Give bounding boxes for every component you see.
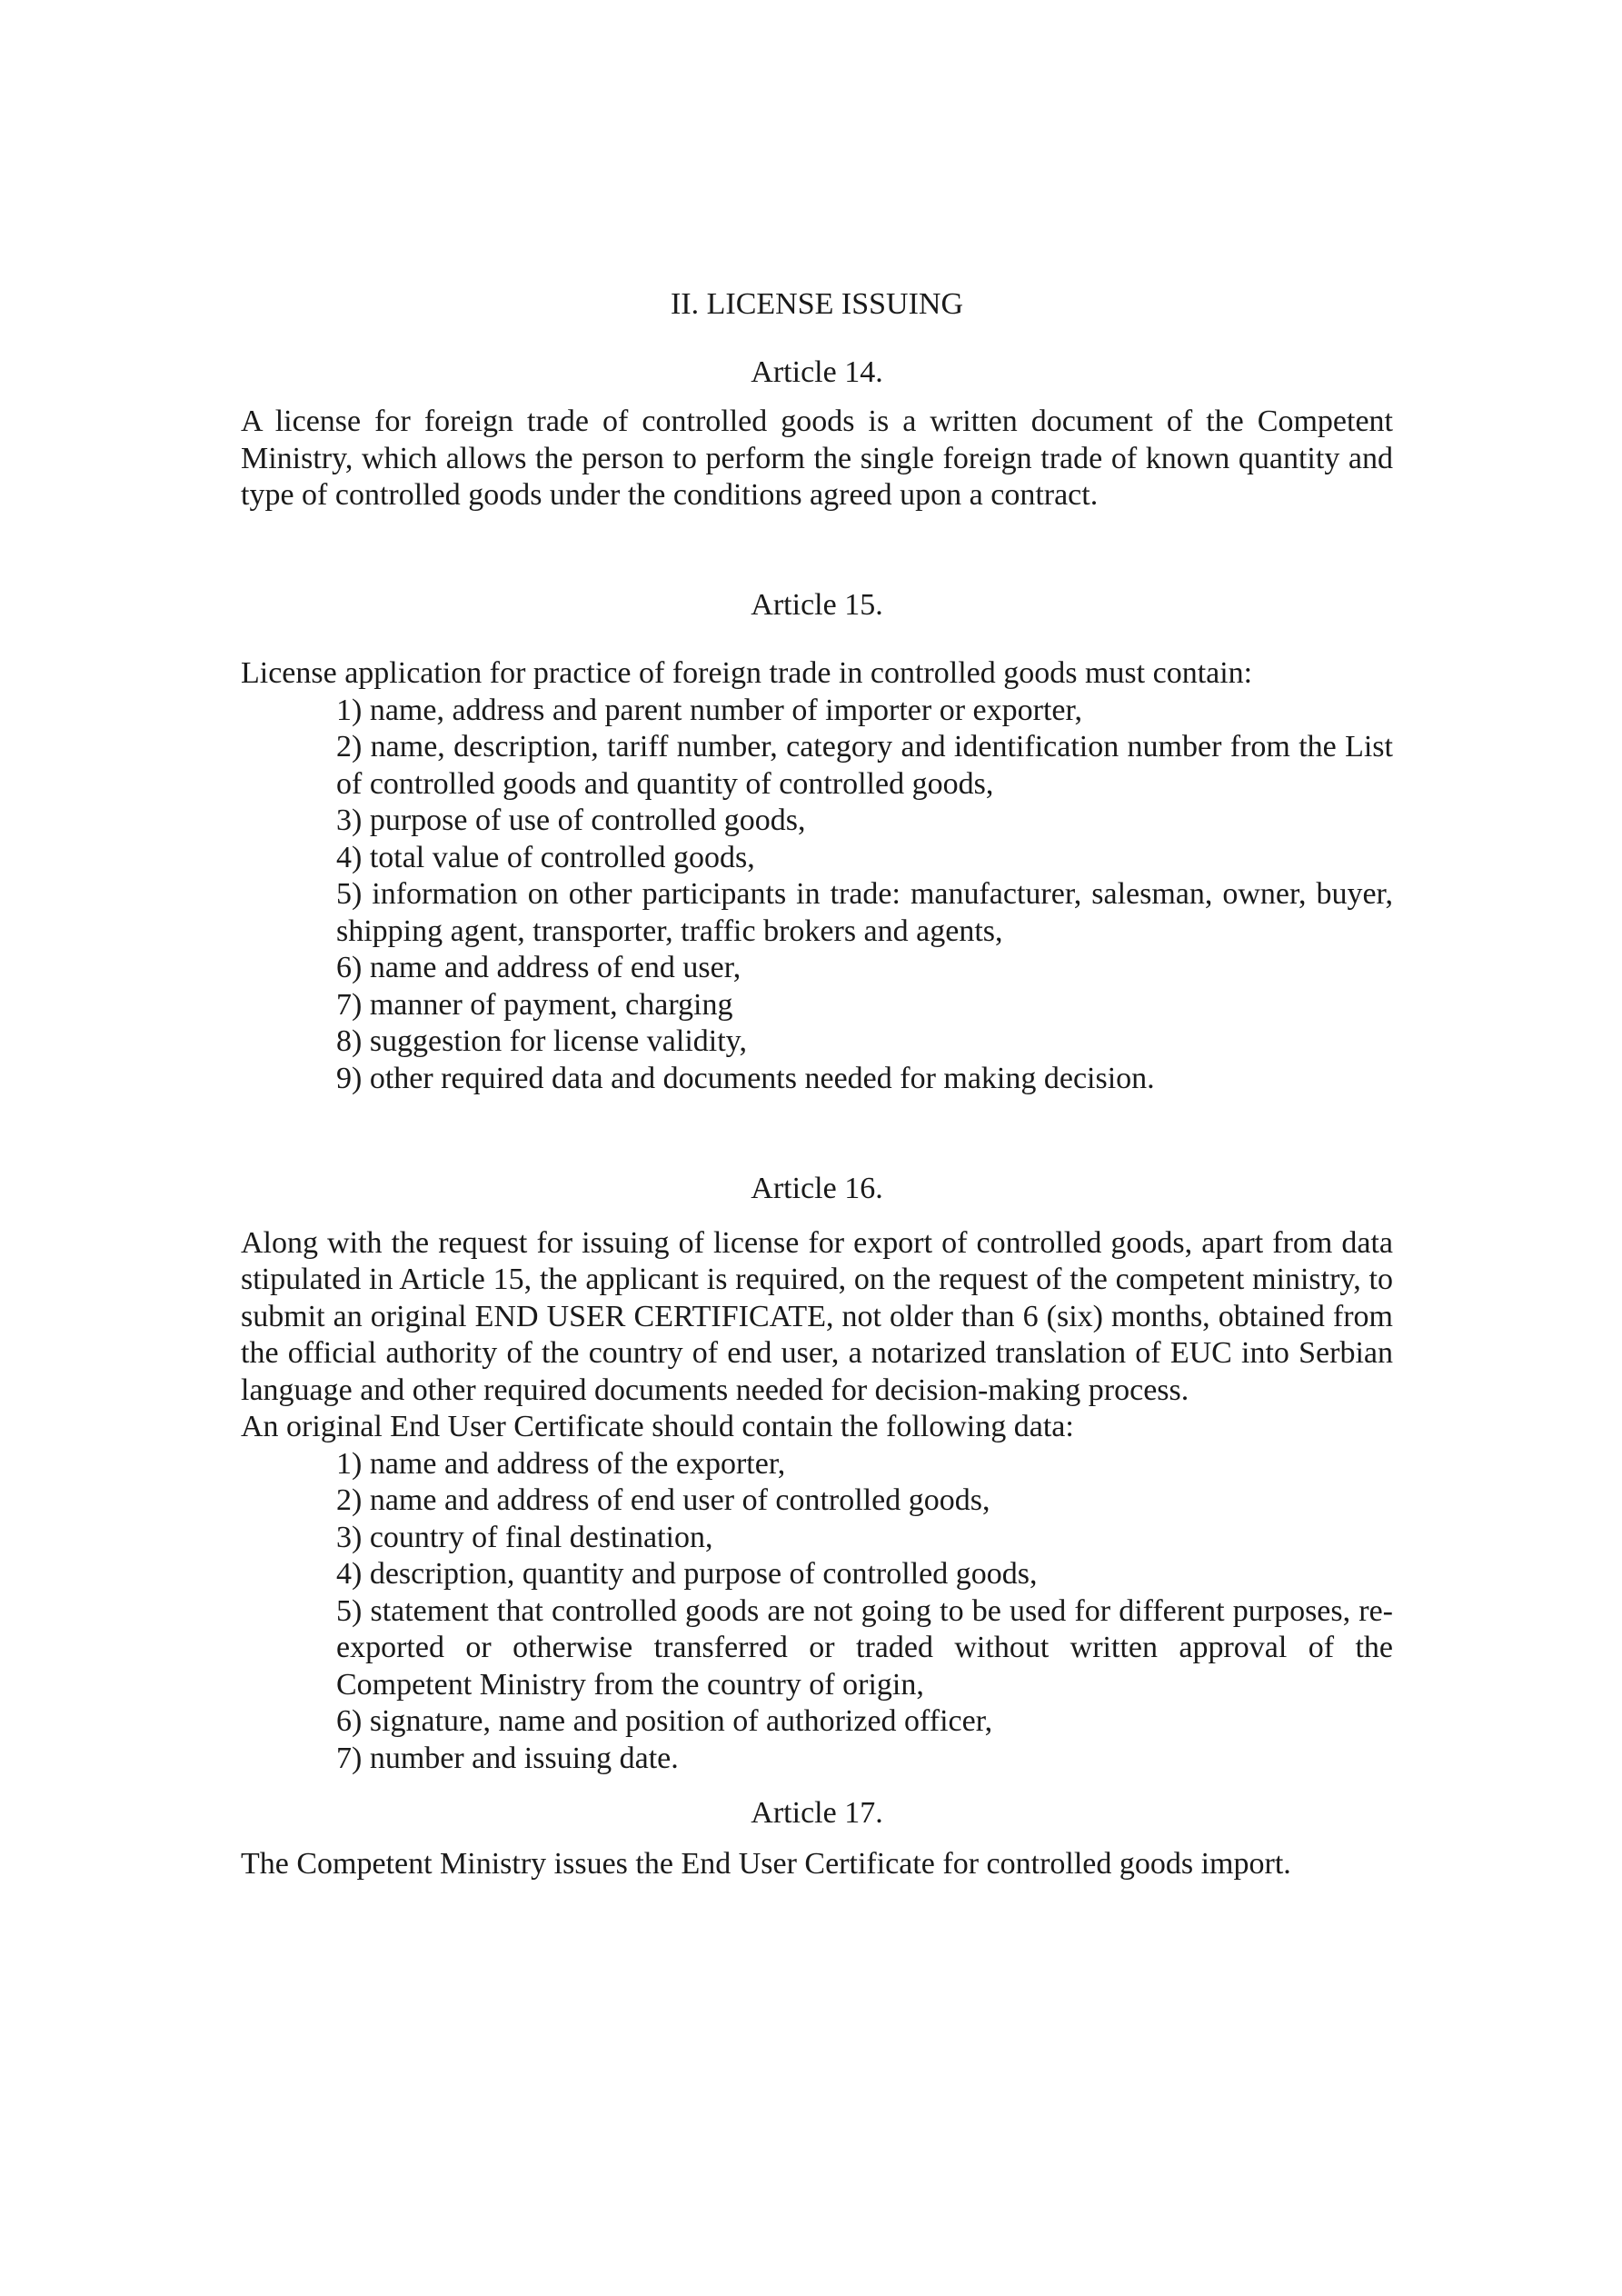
article-16-heading: Article 16.: [751, 1172, 883, 1205]
article-15-heading: Article 15.: [751, 587, 883, 622]
list-item: 6) name and address of end user,: [336, 951, 741, 984]
list-item: 2) name, description, tariff number, category and identification number from the List of controlled goods and quantity of controlled goods,: [336, 730, 1393, 801]
list-item: 5) statement that controlled goods are not going to be used for different purposes, re-exported or otherwise transferred or traded without written approval of the Competent Ministry from the country of origin,: [336, 1593, 1393, 1702]
list-item: 3) country of final destination,: [336, 1520, 713, 1554]
list-item: 4) total value of controlled goods,: [336, 840, 755, 874]
article-14-paragraph: A license for foreign trade of controlled goods is a written document of the Competent Ministry, which allows the person to perform the single foreign trade of known quantity and type of controlled goods under the conditions agreed upon a contract.: [241, 404, 1393, 512]
article-16-paragraph: Along with the request for issuing of license for export of controlled goods, apart from data stipulated in Article 15, the applicant is required, on the request of the competent ministry, to submit an original END USER CERTIFICATE, not older than 6 (six) months, obtained from the official authority of the country of end user, a notarized translation of EUC into Serbian language and other required documents needed for decision-making process.: [241, 1225, 1393, 1407]
article-17-paragraph: The Competent Ministry issues the End User Certificate for controlled goods import.: [241, 1846, 1291, 1881]
article-16-intro: An original End User Certificate should contain the following data:: [241, 1410, 1074, 1443]
spacer: [241, 514, 1393, 587]
list-item: 3) purpose of use of controlled goods,: [336, 804, 806, 837]
list-item: 6) signature, name and position of authorized officer,: [336, 1704, 993, 1738]
list-item: 7) manner of payment, charging: [336, 987, 733, 1022]
document-body: [241, 286, 1393, 1882]
list-item: 7) number and issuing date.: [336, 1741, 679, 1775]
article-15-list: [241, 693, 1393, 1098]
list-item: 2) name and address of end user of controlled goods,: [336, 1483, 990, 1517]
spacer: [241, 1777, 1393, 1795]
list-item: 8) suggestion for license validity,: [336, 1024, 747, 1058]
list-item: 9) other required data and documents needed for making decision.: [336, 1061, 1155, 1095]
list-item: 1) name and address of the exporter,: [336, 1446, 786, 1481]
article-14-heading: Article 14.: [751, 354, 883, 389]
article-17-heading: Article 17.: [751, 1796, 883, 1830]
list-item: 5) information on other participants in trade: manufacturer, salesman, owner, buyer, shipping agent, transporter, traffic brokers and agents,: [336, 877, 1393, 948]
article-16-list: [241, 1446, 1393, 1778]
spacer: [241, 1097, 1393, 1171]
section-title: II. LICENSE ISSUING: [670, 287, 964, 321]
list-item: 1) name, address and parent number of importer or exporter,: [336, 693, 1082, 727]
list-item: 4) description, quantity and purpose of controlled goods,: [336, 1557, 1038, 1591]
article-15-intro: License application for practice of foreign trade in controlled goods must contain:: [241, 656, 1253, 690]
